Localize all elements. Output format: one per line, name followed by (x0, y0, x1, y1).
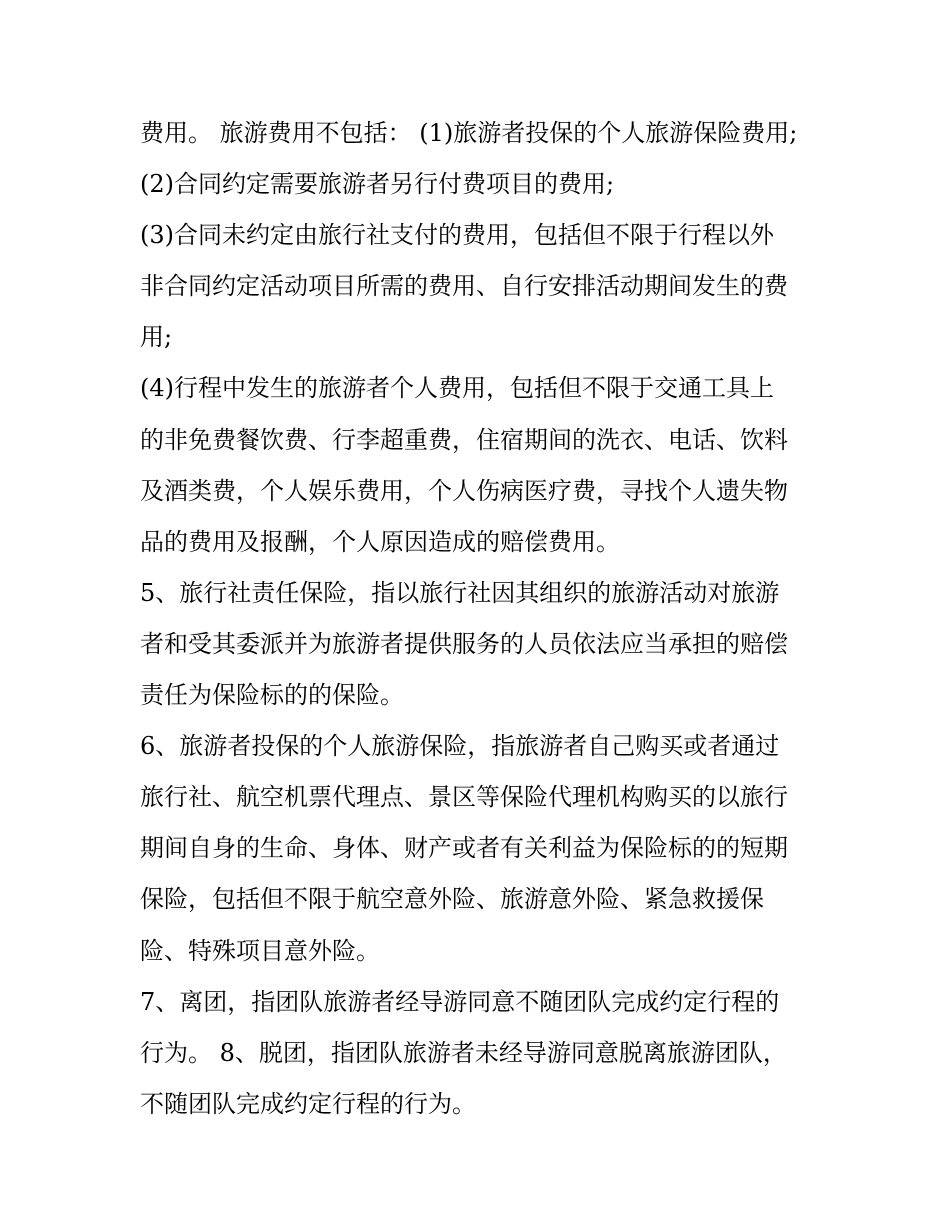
text-line: (3)合同未约定由旅行社支付的费用，包括但不限于行程以外 (140, 221, 774, 250)
text-line: 的非免费餐饮费、行李超重费，住宿期间的洗衣、电话、饮料 (140, 425, 788, 454)
text-line: 费用。 旅游费用不包括： (1)旅游者投保的个人旅游保险费用; (140, 119, 798, 147)
text-line: 不随团队完成约定行程的行为。 (140, 1089, 476, 1118)
text-line: 及酒类费，个人娱乐费用，个人伤病医疗费，寻找个人遗失物 (140, 476, 788, 505)
text-line: 保险，包括但不限于航空意外险、旅游意外险、紧急救援保 (140, 885, 764, 914)
text-line: 7、离团，指团队旅游者经导游同意不随团队完成约定行程的 (140, 987, 780, 1016)
text-line: 旅行社、航空机票代理点、景区等保险代理机构购买的以旅行 (140, 783, 788, 812)
text-line: (4)行程中发生的旅游者个人费用，包括但不限于交通工具上 (140, 374, 774, 403)
text-line: 险、特殊项目意外险。 (140, 936, 380, 965)
text-line: 期间自身的生命、身体、财产或者有关利益为保险标的的短期 (140, 834, 788, 863)
text-line: 品的费用及报酬，个人原因造成的赔偿费用。 (140, 527, 620, 556)
text-line: (2)合同约定需要旅游者另行付费项目的费用; (140, 170, 615, 199)
text-line: 非合同约定活动项目所需的费用、自行安排活动期间发生的费 (140, 272, 788, 301)
text-line: 行为。 8、脱团，指团队旅游者未经导游同意脱离旅游团队， (140, 1038, 787, 1067)
text-line: 责任为保险标的的保险。 (140, 681, 404, 710)
text-line: 5、旅行社责任保险，指以旅行社因其组织的旅游活动对旅游 (140, 578, 780, 607)
text-line: 者和受其委派并为旅游者提供服务的人员依法应当承担的赔偿 (140, 629, 788, 658)
text-line: 6、旅游者投保的个人旅游保险，指旅游者自己购买或者通过 (140, 732, 780, 761)
text-line: 用; (140, 323, 173, 352)
body-text (140, 108, 820, 1130)
